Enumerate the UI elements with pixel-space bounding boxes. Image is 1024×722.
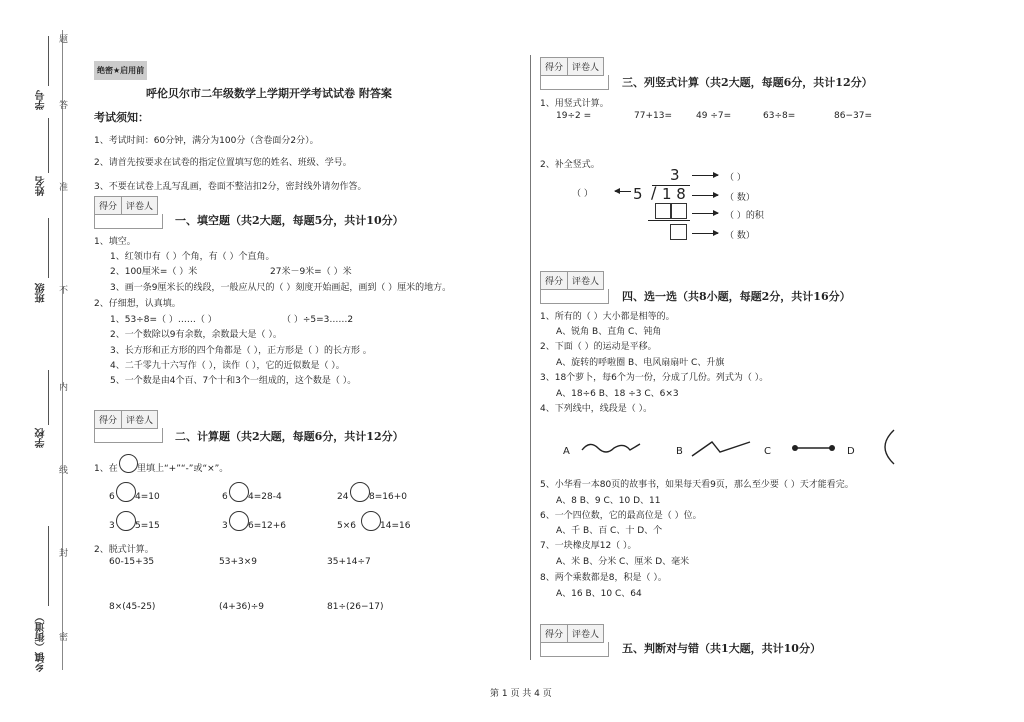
score-entry[interactable]: [540, 289, 609, 304]
arrow-right: [692, 175, 718, 176]
seal-char: 题: [57, 34, 67, 43]
question-line: 5、一个数是由4个百、7个十和3个一组成的，这个数是（ ）。: [110, 376, 357, 386]
question-line: 7、一块橡皮厚12（ ）。: [540, 541, 637, 551]
score-entry[interactable]: [94, 214, 163, 229]
question-line: 1、53÷8=（ ）……（ ）: [110, 315, 217, 325]
quotient: 3: [670, 166, 680, 184]
section-1-title: 一、填空题（共2大题，每题5分，共计10分）: [175, 214, 404, 227]
calc-right: 4=28-4: [248, 492, 282, 502]
question-line: 6、一个四位数，它的最高位是（ ）位。: [540, 511, 702, 521]
arrow-right: [692, 213, 718, 214]
score-label: 得分: [95, 411, 122, 428]
section-3-title: 三、列竖式计算（共2大题，每题6分，共计12分）: [622, 76, 873, 89]
question-line: 2、100厘米=（ ）米: [110, 267, 198, 277]
score-box: [94, 410, 158, 429]
grader-label: 评卷人: [126, 416, 154, 426]
blank: （ ）: [725, 173, 746, 183]
arrow-right: [692, 233, 718, 234]
calc-right: 14=16: [380, 521, 411, 531]
expr: 8×(45-25): [109, 602, 156, 612]
calc-right: 6=12+6: [248, 521, 286, 531]
calc-right: 4=10: [135, 492, 160, 502]
answer-circle[interactable]: [350, 482, 370, 502]
blank-circle[interactable]: [119, 454, 138, 473]
options-line: A、16 B、10 C、64: [556, 589, 642, 599]
calc-left: 3: [222, 521, 228, 531]
column-divider: [530, 55, 531, 660]
options-line: A、旋转的呼啦圈 B、电风扇扇叶 C、升旗: [556, 358, 725, 368]
school-line: [48, 370, 49, 425]
question-line: 3、长方形和正方形的四个角都是（ ），正方形是（ ）的长方形 。: [110, 346, 372, 356]
grader-label: 评卷人: [572, 630, 600, 640]
calc-right: 5=15: [135, 521, 160, 531]
option-label: B: [676, 446, 683, 457]
id-line: [48, 36, 49, 86]
answer-circle[interactable]: [116, 482, 136, 502]
grader-label: 评卷人: [572, 277, 600, 287]
segment-icon: [790, 441, 838, 455]
calc-left: 6: [109, 492, 115, 502]
expr: (4+36)÷9: [219, 602, 265, 612]
seal-char: 不: [57, 285, 67, 294]
zigzag-line-icon: [690, 438, 752, 460]
label-township: 乡镇（街道）: [36, 612, 47, 672]
question-line: 1、用竖式计算。: [540, 99, 609, 109]
curve-line-icon: [580, 438, 642, 460]
options-line: A、8 B、9 C、10 D、11: [556, 496, 661, 506]
score-entry[interactable]: [540, 642, 609, 657]
section-5-title: 五、判断对与错（共1大题，共计10分）: [622, 642, 821, 655]
question-line: 1、所有的（ ）大小都是相等的。: [540, 312, 675, 322]
score-label: 得分: [541, 272, 568, 289]
score-box: [540, 271, 604, 290]
notice-heading: 考试须知：: [94, 111, 149, 124]
score-box: [540, 624, 604, 643]
label-student-id: 学号: [36, 90, 47, 110]
options-line: A、18÷6 B、18 ÷3 C、6×3: [556, 389, 679, 399]
expr: 60-15+35: [109, 557, 155, 567]
page-title: 呼伦贝尔市二年级数学上学期开学考试试卷 附答案: [146, 87, 392, 100]
score-label: 得分: [541, 58, 568, 75]
question-line: 2、一个数除以9有余数，余数最大是（ ）。: [110, 330, 282, 340]
seal-char: 线: [57, 465, 67, 474]
calc-item: 77+13=: [634, 111, 672, 121]
calc-item: 86−37=: [834, 111, 872, 121]
seal-char: 答: [57, 100, 67, 109]
seal-char: 封: [57, 548, 67, 557]
arrow-left: [615, 191, 631, 192]
answer-circle[interactable]: [229, 511, 249, 531]
question-line: 8、两个乘数都是8，积是（ ）。: [540, 573, 667, 583]
question-line: 4、下列线中，线段是（ ）。: [540, 404, 653, 414]
question-line: 1、填空。: [94, 237, 136, 247]
calc-item: 49 ÷7=: [696, 111, 732, 121]
question-line: 27米－9米=（ ）米: [270, 267, 352, 277]
notice-item: 2、请首先按要求在试卷的指定位置填写您的姓名、班级、学号。: [94, 158, 352, 168]
expr: 35+14÷7: [327, 557, 371, 567]
question-line: 3、画一条9厘米长的线段，一般应从尺的（ ）刻度开始画起，画到（ ）厘米的地方。: [110, 283, 452, 293]
option-label: C: [764, 446, 771, 457]
options-line: A、锐角 B、直角 C、钝角: [556, 327, 662, 337]
question-line: 2、仔细想，认真填。: [94, 299, 181, 309]
seal-char: 准: [57, 182, 67, 191]
answer-box[interactable]: [670, 203, 687, 219]
subtract-line: [648, 220, 690, 221]
question-line: 里填上“+”“-”或“×”。: [137, 464, 229, 474]
question-line: 2、脱式计算。: [94, 545, 154, 555]
blank: （ 数）: [725, 193, 755, 203]
calc-left: 6: [222, 492, 228, 502]
label-name: 姓名: [36, 176, 47, 196]
calc-left: 5×6: [337, 521, 356, 531]
answer-box[interactable]: [670, 224, 687, 240]
label-school: 学校: [36, 428, 47, 448]
answer-circle[interactable]: [116, 511, 136, 531]
name-line: [48, 118, 49, 173]
options-line: A、米 B、分米 C、厘米 D、毫米: [556, 557, 690, 567]
calc-right: 8=16+0: [369, 492, 407, 502]
question-line: 4、二千零九十六写作（ ），读作（ ），它的近似数是（ ）。: [110, 361, 345, 371]
question-line: 3、18个萝卜，每6个为一份，分成了几份。列式为（ ）。: [540, 373, 769, 383]
class-line: [48, 218, 49, 278]
score-label: 得分: [95, 197, 122, 214]
blank: （ 数）: [725, 231, 755, 241]
blank: （ ）的积: [725, 211, 764, 221]
seal-char: 内: [57, 382, 67, 391]
question-line: 2、补全竖式。: [540, 160, 600, 170]
label-class: 班级: [36, 283, 47, 303]
calc-left: 24: [337, 492, 349, 502]
score-entry[interactable]: [94, 428, 163, 443]
grader-label: 评卷人: [572, 63, 600, 73]
question-line: 1、红领巾有（ ）个角，有（ ）个直角。: [110, 252, 275, 262]
score-box: [540, 57, 604, 76]
arrow-right: [692, 195, 718, 196]
option-label: A: [563, 446, 570, 457]
calc-item: 63÷8=: [763, 111, 796, 121]
options-line: A、千 B、百 C、十 D、个: [556, 526, 663, 536]
township-line: [48, 526, 49, 606]
answer-circle[interactable]: [361, 511, 381, 531]
score-label: 得分: [541, 625, 568, 642]
notice-item: 1、考试时间：60分钟，满分为100分（含卷面分2分）。: [94, 136, 319, 146]
question-line: 5、小华看一本80页的故事书，如果每天看9页，那么至少要（ ）天才能看完。: [540, 480, 854, 490]
grader-label: 评卷人: [126, 202, 154, 212]
expr: 53+3×9: [219, 557, 257, 567]
dividend: 1 8: [662, 185, 686, 203]
score-box: [94, 196, 158, 215]
question-line: 2、下面（ ）的运动是平移。: [540, 342, 657, 352]
question-line: （ ）÷5=3……2: [282, 315, 354, 325]
blank: （ ）: [572, 189, 593, 199]
expr: 81÷(26−17): [327, 602, 384, 612]
notice-item: 3、不要在试卷上乱写乱画，卷面不整洁扣2分，密封线外请勿作答。: [94, 182, 367, 192]
answer-circle[interactable]: [229, 482, 249, 502]
section-2-title: 二、计算题（共2大题，每题6分，共计12分）: [175, 430, 404, 443]
option-label: D: [847, 446, 855, 457]
arc-icon: [874, 428, 896, 466]
calc-item: 19÷2 =: [556, 111, 592, 121]
question-line: 1、在: [94, 464, 118, 474]
seal-char: 密: [57, 632, 67, 641]
seal-line: [62, 30, 63, 670]
page-number: 第 1 页 共 4 页: [490, 689, 552, 699]
secret-tag: 绝密★启用前: [94, 61, 147, 80]
section-4-title: 四、选一选（共8小题，每题2分，共计16分）: [622, 290, 851, 303]
score-entry[interactable]: [540, 75, 609, 90]
bracket: /: [651, 183, 657, 202]
calc-left: 3: [109, 521, 115, 531]
divisor: 5: [633, 185, 643, 203]
